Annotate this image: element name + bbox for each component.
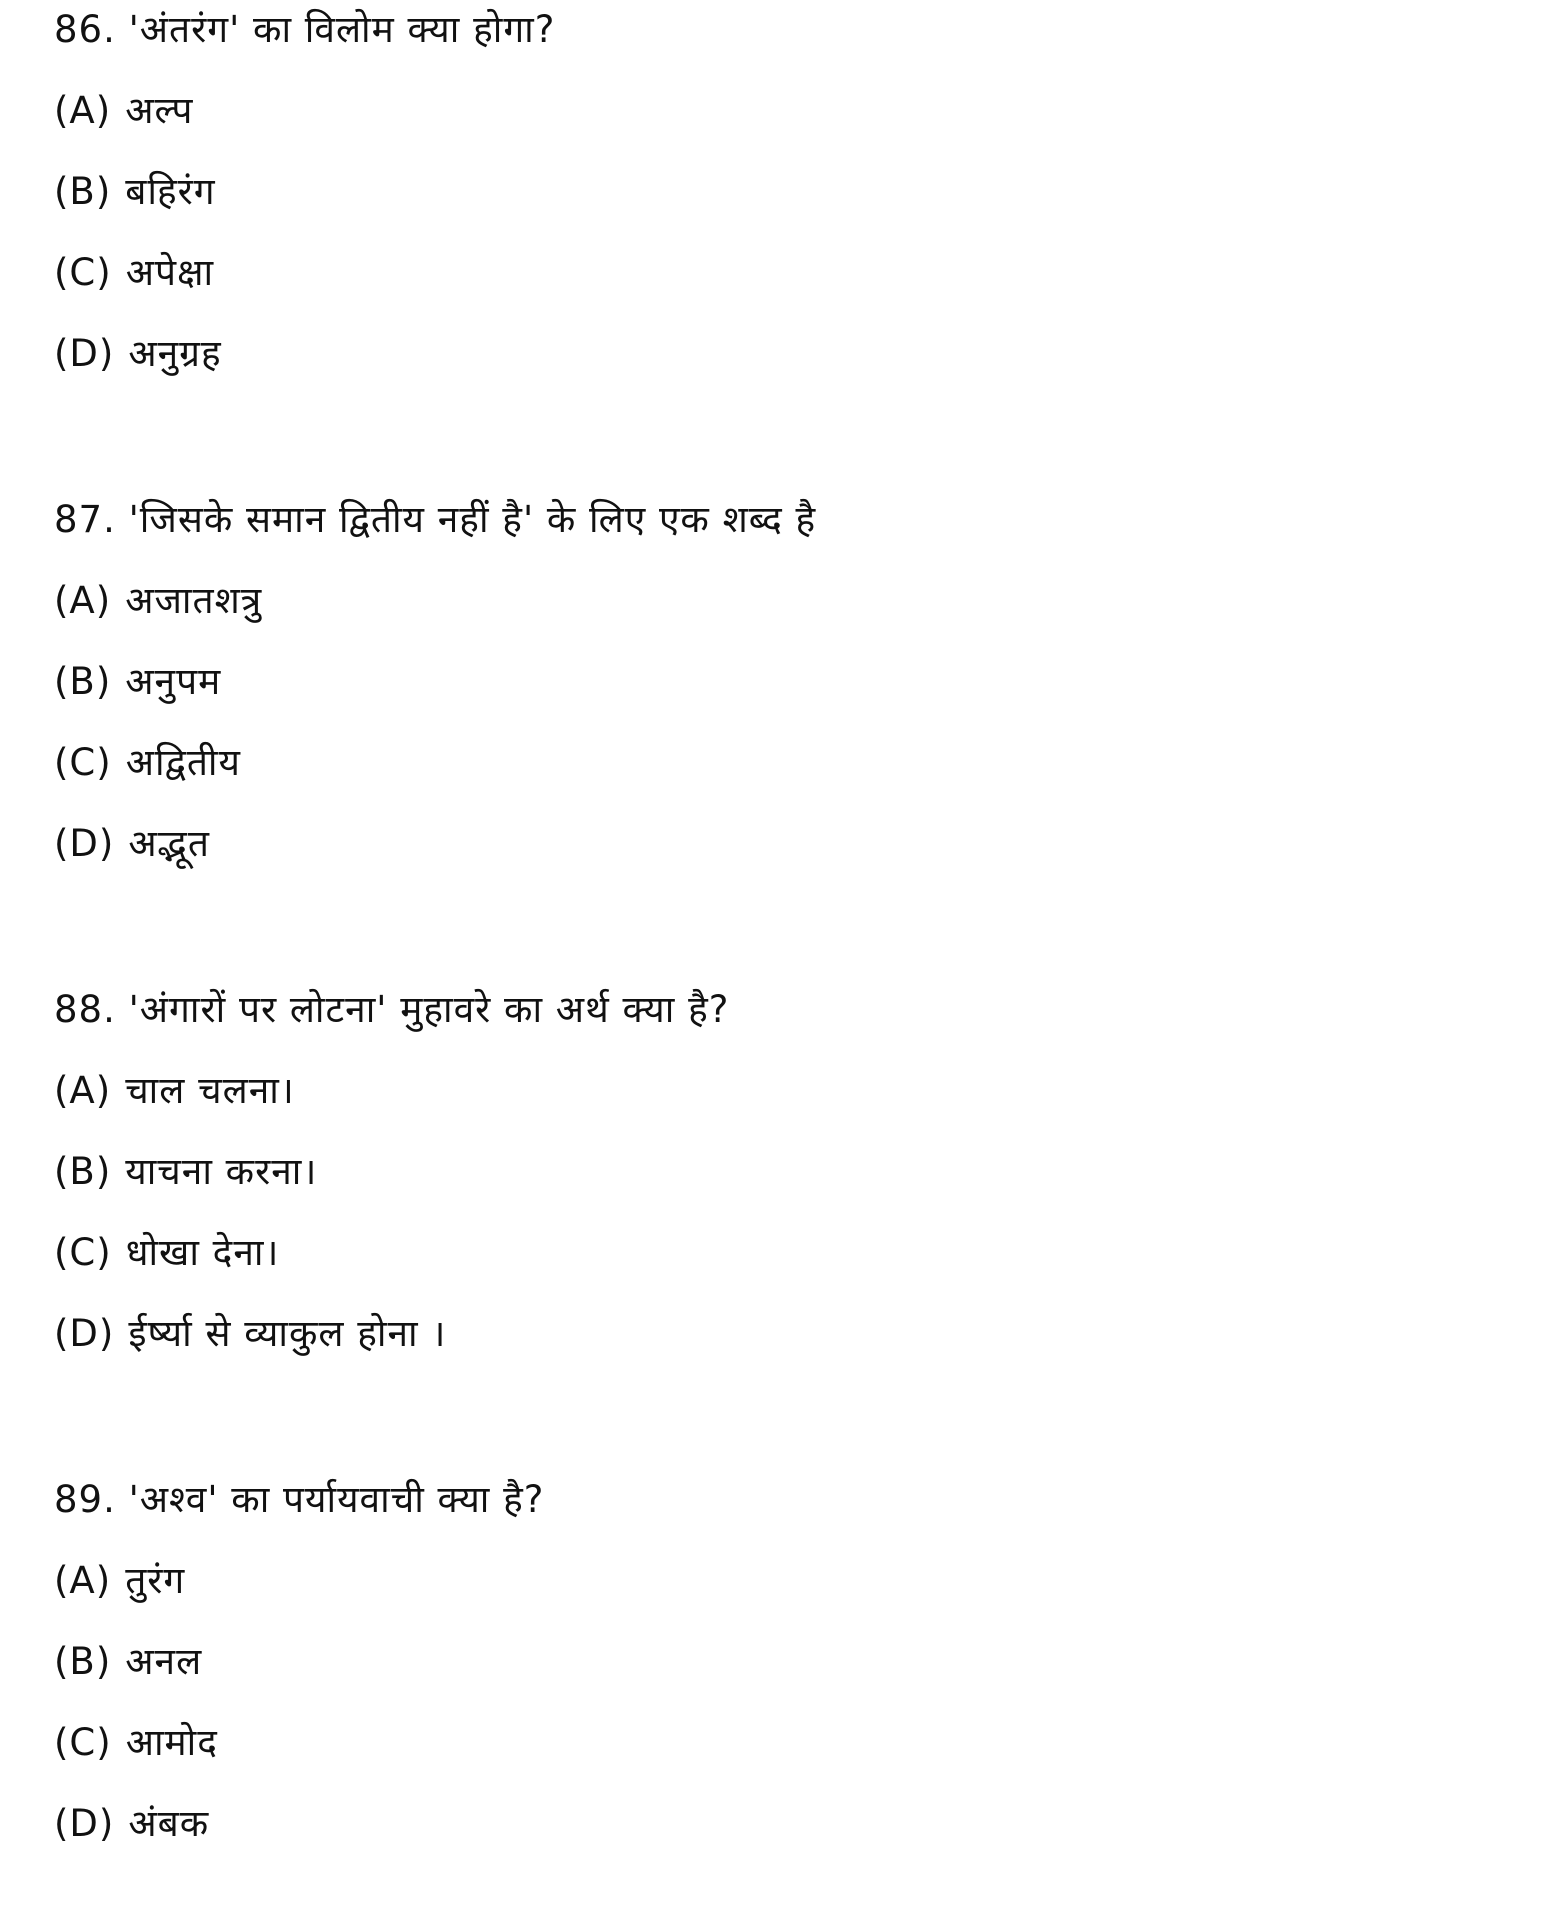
option-letter: (B) <box>54 1150 112 1193</box>
option-letter: (A) <box>54 579 112 622</box>
question-number: 89. <box>54 1478 116 1521</box>
option-letter: (C) <box>54 741 112 784</box>
question-text <box>54 980 1494 1040</box>
question-number: 86. <box>54 8 116 51</box>
question-stem: 'अंगारों पर लोटना' मुहावरे का अर्थ क्या है? <box>128 988 730 1031</box>
option-text: याचना करना। <box>125 1150 318 1193</box>
option-text: अनुपम <box>125 660 222 703</box>
option-letter: (A) <box>54 89 112 132</box>
question-number: 87. <box>54 498 116 541</box>
option-c <box>54 1713 1494 1773</box>
option-text: अजातशत्रु <box>125 579 263 622</box>
option-text: बहिरंग <box>125 170 216 213</box>
option-b <box>54 652 1494 712</box>
option-b <box>54 162 1494 222</box>
option-d <box>54 1794 1494 1854</box>
question-text <box>54 1470 1494 1530</box>
question-stem: 'जिसके समान द्वितीय नहीं है' के लिए एक शब्द है <box>128 498 817 541</box>
option-text: आमोद <box>125 1721 218 1764</box>
question-87 <box>54 490 1494 874</box>
option-text: अनल <box>125 1640 203 1683</box>
option-letter: (C) <box>54 251 112 294</box>
option-b <box>54 1632 1494 1692</box>
option-letter: (D) <box>54 822 115 865</box>
option-letter: (B) <box>54 1640 112 1683</box>
option-text: अंबक <box>128 1802 210 1845</box>
option-text: चाल चलना। <box>125 1069 295 1112</box>
question-stem: 'अंतरंग' का विलोम क्या होगा? <box>128 8 556 51</box>
question-text <box>54 0 1494 60</box>
option-d <box>54 324 1494 384</box>
option-c <box>54 243 1494 303</box>
option-a <box>54 81 1494 141</box>
question-89 <box>54 1470 1494 1854</box>
option-letter: (A) <box>54 1069 112 1112</box>
option-letter: (B) <box>54 170 112 213</box>
question-text <box>54 490 1494 550</box>
option-letter: (D) <box>54 1312 115 1355</box>
option-c <box>54 1223 1494 1283</box>
question-86 <box>54 0 1494 384</box>
question-88 <box>54 980 1494 1364</box>
option-text: अनुग्रह <box>128 332 222 375</box>
option-a <box>54 571 1494 631</box>
question-stem: 'अश्व' का पर्यायवाची क्या है? <box>128 1478 545 1521</box>
question-number: 88. <box>54 988 116 1031</box>
option-d <box>54 1304 1494 1364</box>
option-c <box>54 733 1494 793</box>
option-text: अद्भूत <box>128 822 210 865</box>
option-letter: (D) <box>54 1802 115 1845</box>
option-letter: (C) <box>54 1231 112 1274</box>
option-text: अद्वितीय <box>125 741 241 784</box>
option-letter: (A) <box>54 1559 112 1602</box>
option-text: धोखा देना। <box>125 1231 280 1274</box>
option-text: तुरंग <box>125 1559 186 1602</box>
option-d <box>54 814 1494 874</box>
option-text: अल्प <box>125 89 194 132</box>
option-text: अपेक्षा <box>125 251 215 294</box>
option-b <box>54 1142 1494 1202</box>
option-a <box>54 1551 1494 1611</box>
option-text: ईर्ष्या से व्याकुल होना । <box>128 1312 447 1355</box>
option-a <box>54 1061 1494 1121</box>
option-letter: (B) <box>54 660 112 703</box>
option-letter: (D) <box>54 332 115 375</box>
option-letter: (C) <box>54 1721 112 1764</box>
